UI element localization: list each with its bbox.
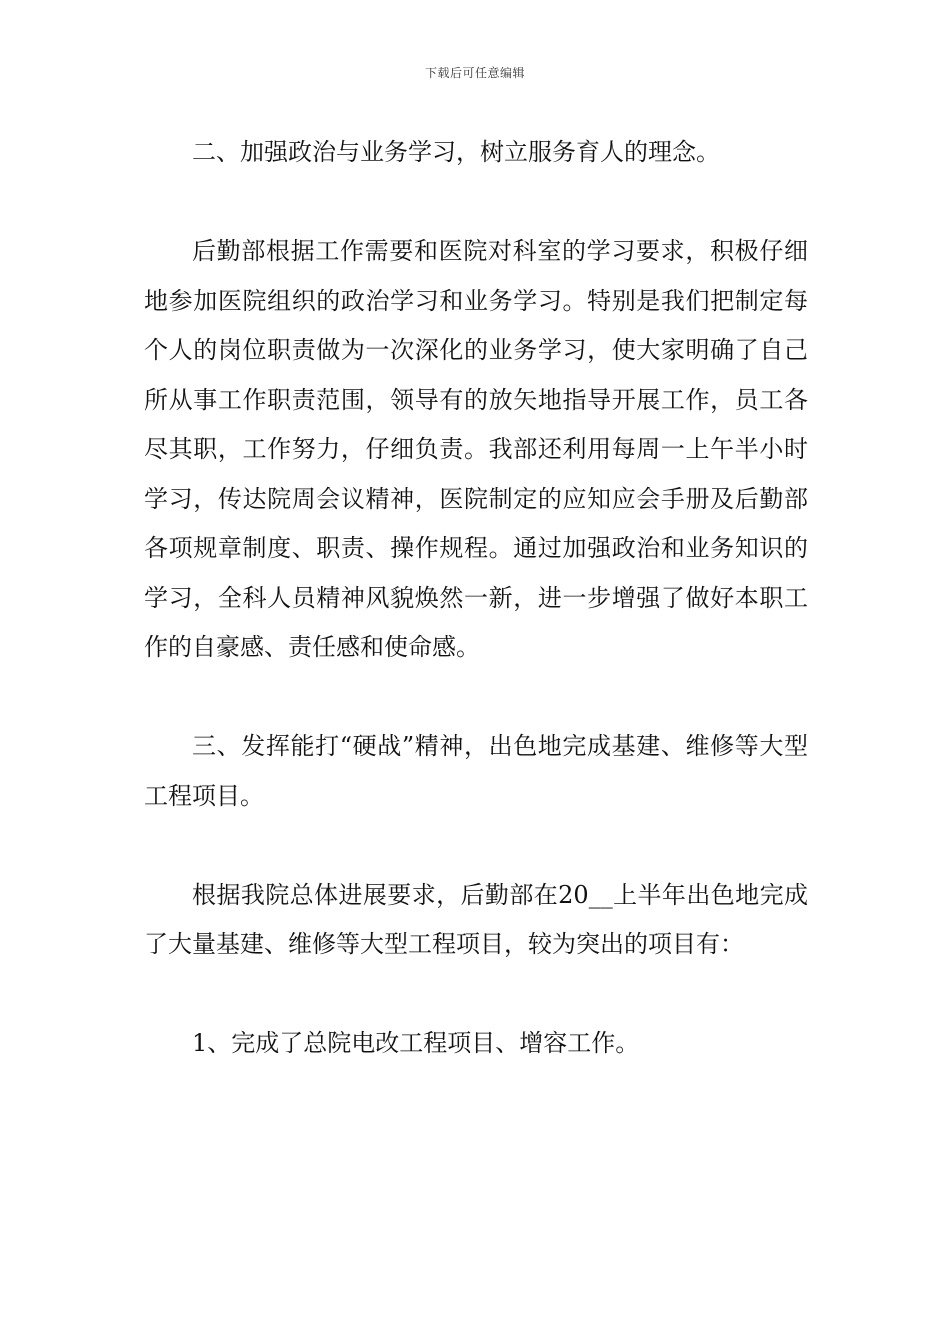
section-heading-2: 二、加强政治与业务学习，树立服务育人的理念。 <box>192 138 720 166</box>
body-paragraph: 后勤部根据工作需要和医院对科室的学习要求，积极仔细地参加医院组织的政治学习和业务学习。特别是我们把制定每个人的岗位职责做为一次深化的业务学习，使大家明确了自己所从事工作职责范围，领导有的放矢地指导开展工作，员工各尽其职，工作努力，仔细负责。我部还利用每周一上午半小时学习，传达院周会议精神，医院制定的应知应会手册及后勤部各项规章制度、职责、操作规程。通过加强政治和业务知识的学习，全科人员精神风貌焕然一新，进一步增强了做好本职工作的自豪感、责任感和使命感。 <box>144 237 808 661</box>
section-heading-3: 三、发挥能打“硬战”精神，出色地完成基建、维修等大型工程项目。 <box>144 732 808 810</box>
list-item-1: 1、完成了总院电改工程项目、增容工作。 <box>192 1029 640 1057</box>
body-paragraph: 根据我院总体进展要求，后勤部在20__上半年出色地完成了大量基建、维修等大型工程项目，较为突出的项目有： <box>144 880 808 958</box>
document-body <box>144 128 808 1118</box>
page-header-note: 下载后可任意编辑 <box>424 66 525 80</box>
